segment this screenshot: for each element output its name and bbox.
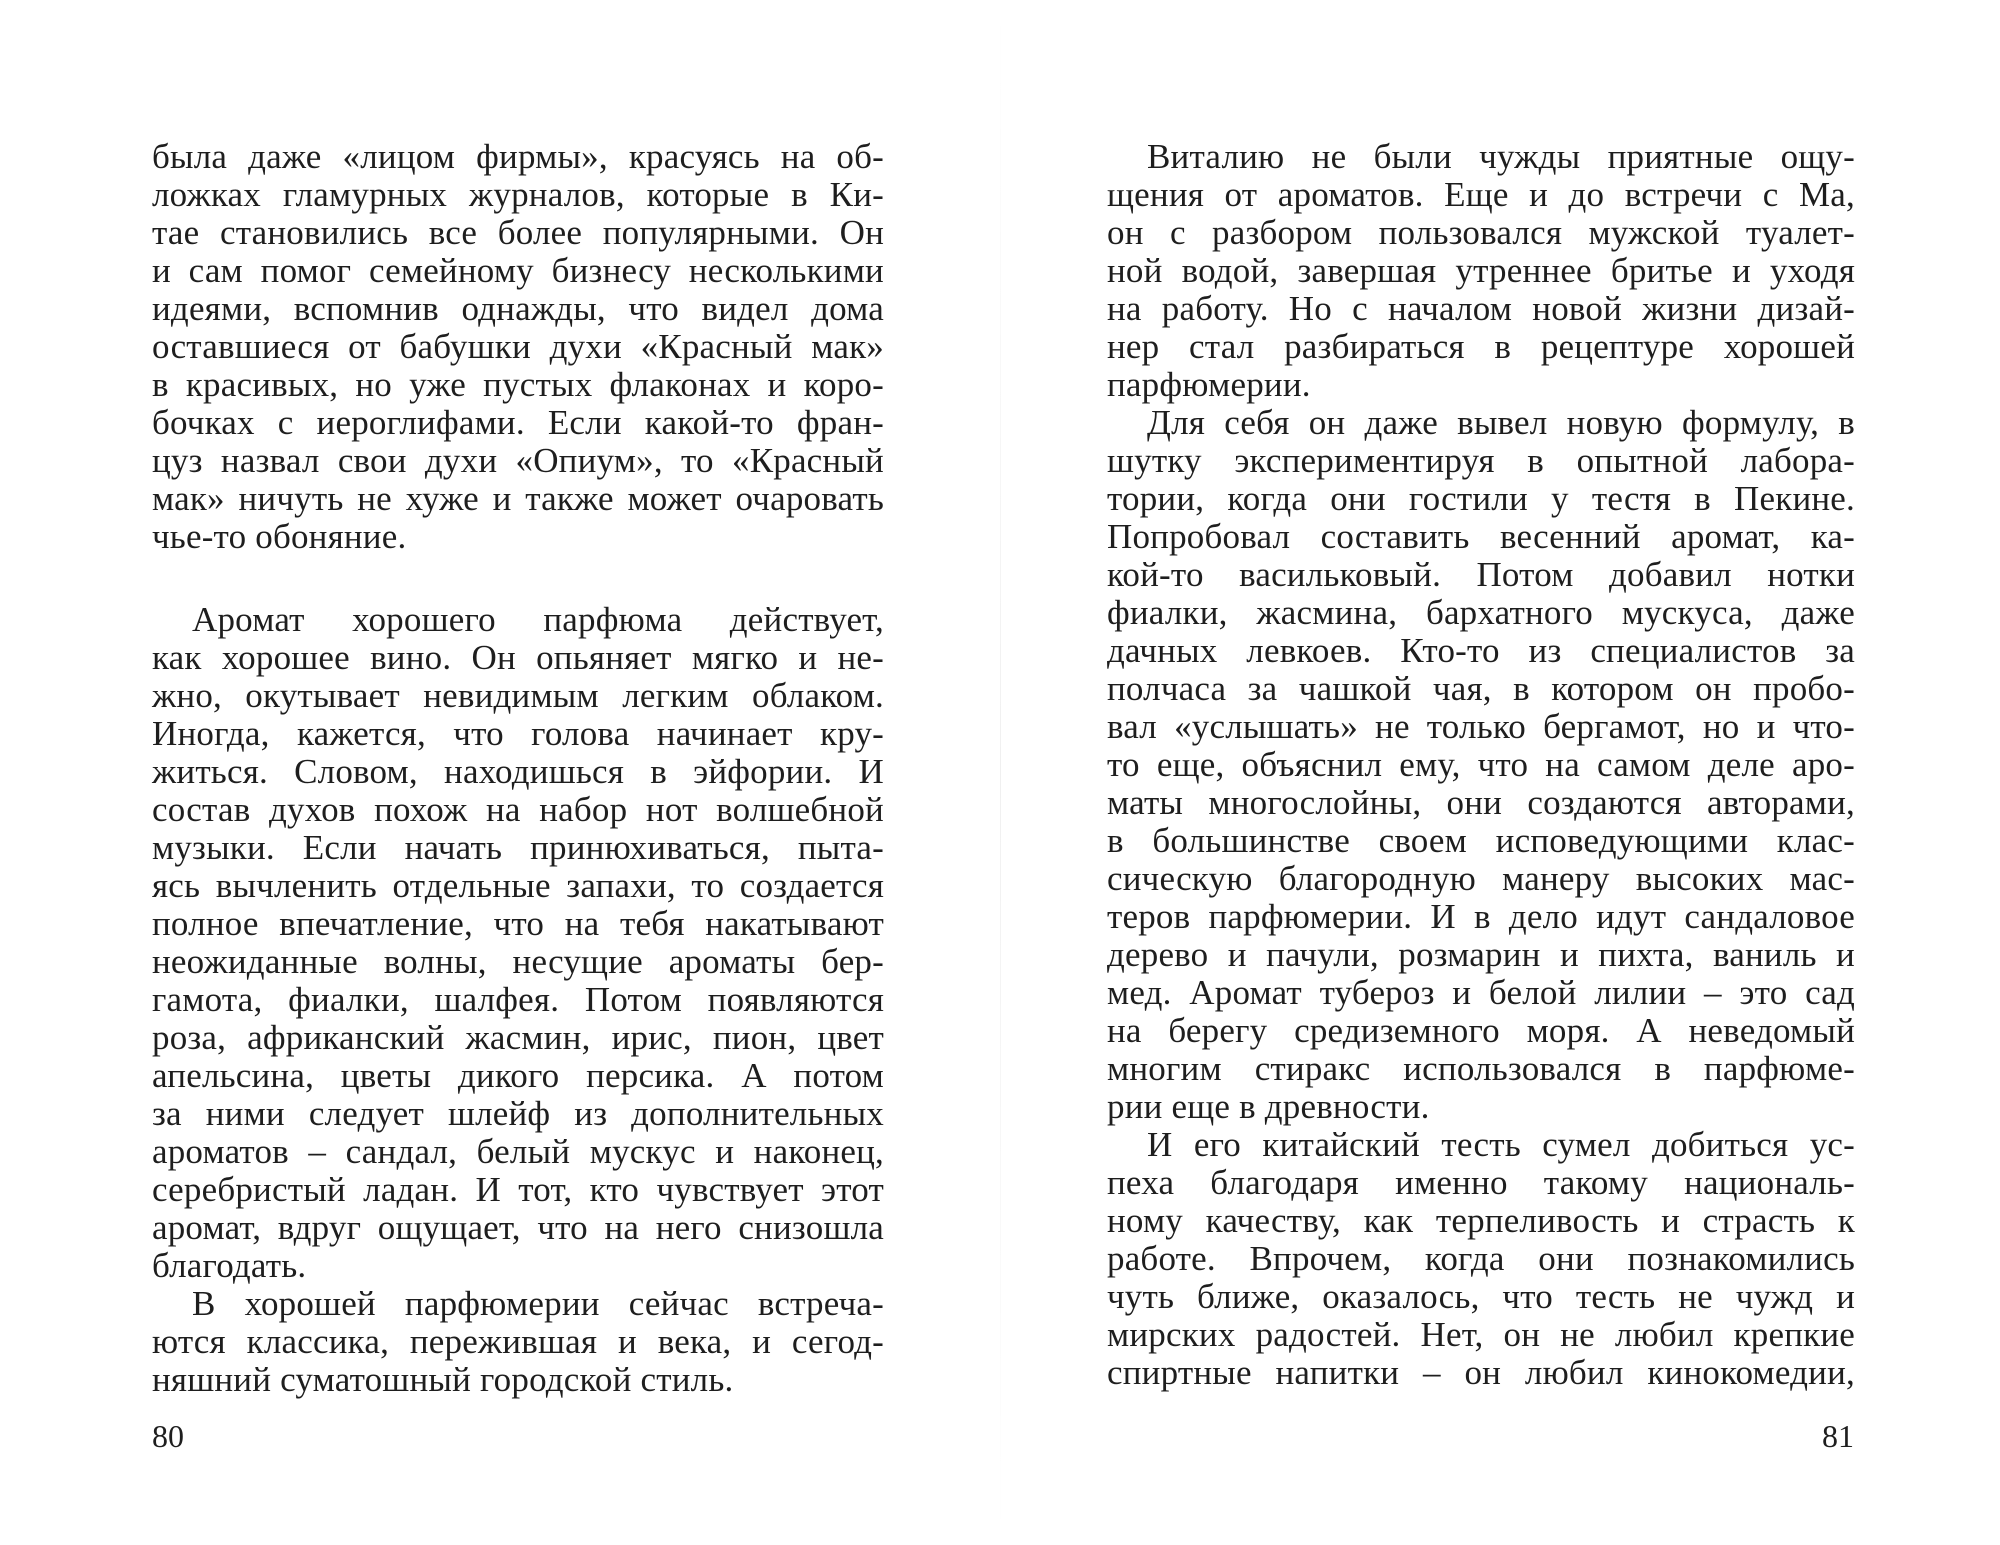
- text-line: сическую благородную манеру высоких мас-: [1107, 859, 1855, 898]
- text-line: и сам помог семейному бизнесу несколькими: [152, 251, 884, 290]
- text-line: ясь вычленить отдельные запахи, то создается: [152, 866, 884, 905]
- text-line: состав духов похож на набор нот волшебной: [152, 790, 884, 829]
- text-line: теров парфюмерии. И в дело идут сандаловое: [1107, 897, 1855, 936]
- text-line: роза, африканский жасмин, ирис, пион, цвет: [152, 1018, 884, 1057]
- text-line: музыки. Если начать принюхиваться, пыта-: [152, 828, 884, 867]
- text-line: нер стал разбираться в рецептуре хорошей: [1107, 327, 1855, 366]
- page-number-right: 81: [1822, 1418, 1854, 1454]
- text-line: житься. Словом, находишься в эйфории. И: [152, 752, 884, 791]
- text-line: он с разбором пользовался мужской туалет-: [1107, 213, 1855, 252]
- text-line: тории, когда они гостили у тестя в Пекине.: [1107, 479, 1855, 518]
- text-line: бочках с иероглифами. Если какой-то фран-: [152, 403, 884, 442]
- text-line: полчаса за чашкой чая, в котором он пробо-: [1107, 669, 1855, 708]
- text-line: кой-то васильковый. Потом добавил нотки: [1107, 555, 1855, 594]
- text-line: цуз назвал свои духи «Опиум», то «Красный: [152, 441, 884, 480]
- text-line: чуть ближе, оказалось, что тесть не чужд и: [1107, 1277, 1855, 1316]
- text-line: Аромат хорошего парфюма действует,: [192, 600, 884, 639]
- text-line: шутку экспериментируя в опытной лабора-: [1107, 441, 1855, 480]
- text-line: мак» ничуть не хуже и также может очаровать: [152, 479, 884, 518]
- text-line: оставшиеся от бабушки духи «Красный мак»: [152, 327, 884, 366]
- text-line: то еще, объяснил ему, что на самом деле аро-: [1107, 745, 1855, 784]
- text-line: тае становились все более популярными. Он: [152, 213, 884, 252]
- text-line: ложках гламурных журналов, которые в Ки-: [152, 175, 884, 214]
- text-line: за ними следует шлейф из дополнительных: [152, 1094, 884, 1133]
- text-line: ной водой, завершая утреннее бритье и уходя: [1107, 251, 1855, 290]
- text-line: в красивых, но уже пустых флаконах и коро-: [152, 365, 884, 404]
- text-line: мед. Аромат туберoз и белой лилии – это сад: [1107, 973, 1855, 1012]
- text-line: идеями, вспомнив однажды, что видел дома: [152, 289, 884, 328]
- text-line: пеха благодаря именно такому националь-: [1107, 1163, 1855, 1202]
- text-line: серебристый ладан. И тот, кто чувствует этот: [152, 1170, 884, 1209]
- text-line: В хорошей парфюмерии сейчас встреча-: [192, 1284, 884, 1323]
- text-line: полное впечатление, что на тебя накатывают: [152, 904, 884, 943]
- text-line: на работу. Но с началом новой жизни дизай-: [1107, 289, 1855, 328]
- text-line: вал «услышать» не только бергамот, но и что-: [1107, 707, 1855, 746]
- text-line: чье-то обоняние.: [152, 517, 407, 556]
- text-line: жно, окутывает невидимым легким облаком.: [152, 676, 884, 715]
- text-line: ному качеству, как терпеливость и страсть к: [1107, 1201, 1855, 1240]
- text-line: Попробовал составить весенний аромат, ка-: [1107, 517, 1855, 556]
- text-line: дерево и пачули, розмарин и пихта, ваниль и: [1107, 935, 1855, 974]
- text-line: благодать.: [152, 1246, 307, 1285]
- text-line: Иногда, кажется, что голова начинает кру-: [152, 714, 884, 753]
- text-line: апельсина, цветы дикого персика. А потом: [152, 1056, 884, 1095]
- text-line: рии еще в древности.: [1107, 1087, 1430, 1126]
- text-line: мирских радостей. Нет, он не любил крепкие: [1107, 1315, 1855, 1354]
- gutter-shadow: [1000, 0, 1001, 1545]
- text-line: была даже «лицом фирмы», красуясь на об-: [152, 137, 884, 176]
- text-line: работе. Впрочем, когда они познакомились: [1107, 1239, 1855, 1278]
- page-number-left: 80: [152, 1418, 184, 1454]
- text-line: ароматов – сандал, белый мускус и наконец,: [152, 1132, 884, 1171]
- text-line: ются классика, пережившая и века, и сегод-: [152, 1322, 884, 1361]
- text-line: на берегу средиземного моря. А неведомый: [1107, 1011, 1855, 1050]
- text-line: Виталию не были чужды приятные ощу-: [1147, 137, 1855, 176]
- text-line: щения от ароматов. Еще и до встречи с Ма,: [1107, 175, 1855, 214]
- text-line: гамота, фиалки, шалфея. Потом появляются: [152, 980, 884, 1019]
- text-line: маты многослойны, они создаются авторами,: [1107, 783, 1855, 822]
- text-line: И его китайский тесть сумел добиться ус-: [1147, 1125, 1855, 1164]
- text-line: спиртные напитки – он любил кинокомедии,: [1107, 1353, 1855, 1392]
- text-line: аромат, вдруг ощущает, что на него снизошла: [152, 1208, 884, 1247]
- text-line: Для себя он даже вывел новую формулу, в: [1147, 403, 1855, 442]
- text-line: в большинстве своем исповедующими клас-: [1107, 821, 1855, 860]
- text-line: неожиданные волны, несущие ароматы бер-: [152, 942, 884, 981]
- text-line: как хорошее вино. Он опьяняет мягко и не-: [152, 638, 884, 677]
- text-line: дачных левкоев. Кто-то из специалистов за: [1107, 631, 1855, 670]
- text-line: парфюмерии.: [1107, 365, 1311, 404]
- text-line: многим стиракс использовался в парфюме-: [1107, 1049, 1855, 1088]
- text-line: няшний суматошный городской стиль.: [152, 1360, 734, 1399]
- text-line: фиалки, жасмина, бархатного мускуса, даже: [1107, 593, 1855, 632]
